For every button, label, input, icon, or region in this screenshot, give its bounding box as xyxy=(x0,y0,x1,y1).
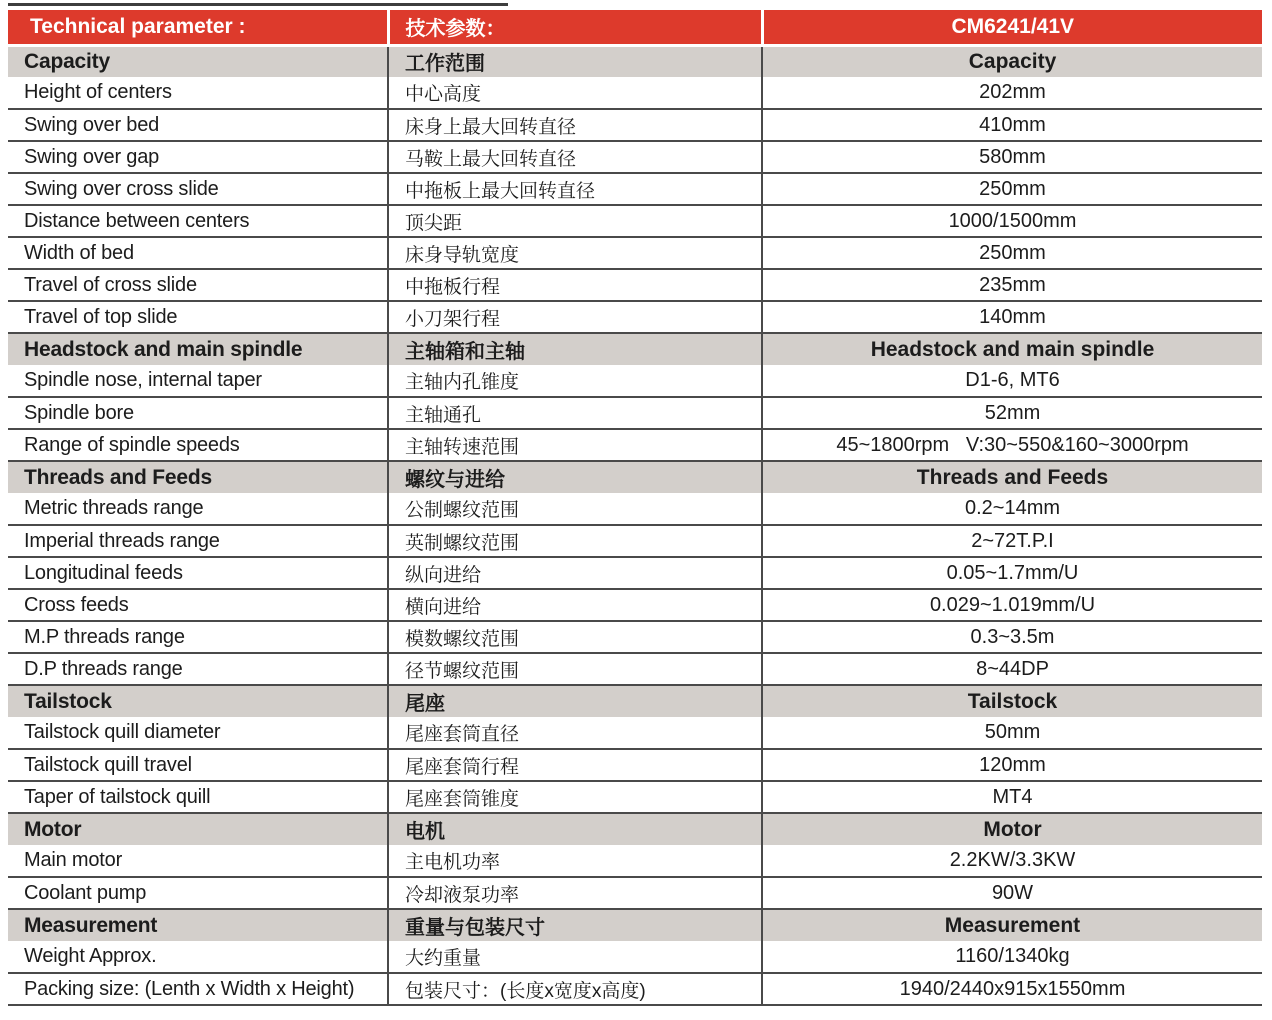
param-name-en-cell: Height of centers xyxy=(8,77,388,109)
spec-row xyxy=(8,653,1262,685)
param-value-cell: 0.3~3.5m xyxy=(762,621,1262,653)
header-model-number: CM6241/41V xyxy=(762,10,1262,45)
param-value-cell: 120mm xyxy=(762,749,1262,781)
param-value-cell: 1000/1500mm xyxy=(762,205,1262,237)
header-title-en: Technical parameter : xyxy=(8,10,388,45)
param-name-zh-cell: 径节螺纹范围 xyxy=(388,653,762,685)
param-value-cell: Threads and Feeds xyxy=(762,461,1262,493)
param-name-zh-cell: 电机 xyxy=(388,813,762,845)
param-name-zh-cell: 顶尖距 xyxy=(388,205,762,237)
param-name-zh-cell: 尾座套筒直径 xyxy=(388,717,762,749)
param-name-en-cell: Weight Approx. xyxy=(8,941,388,973)
param-value-cell: 235mm xyxy=(762,269,1262,301)
param-name-en-cell: Tailstock quill travel xyxy=(8,749,388,781)
param-name-en-cell: Spindle bore xyxy=(8,397,388,429)
param-name-en-cell: Cross feeds xyxy=(8,589,388,621)
spec-row xyxy=(8,269,1262,301)
param-value-cell: 140mm xyxy=(762,301,1262,333)
section-header-row xyxy=(8,333,1262,365)
spec-row xyxy=(8,429,1262,461)
section-header-row xyxy=(8,813,1262,845)
page-crop-artifact-line xyxy=(8,3,508,6)
param-name-en-cell: Motor xyxy=(8,813,388,845)
param-name-en-cell: Headstock and main spindle xyxy=(8,333,388,365)
spec-row xyxy=(8,77,1262,109)
param-name-zh-cell: 纵向进给 xyxy=(388,557,762,589)
param-name-en-cell: Main motor xyxy=(8,845,388,877)
section-header-row xyxy=(8,909,1262,941)
param-name-en-cell: Packing size: (Lenth x Width x Height) xyxy=(8,973,388,1005)
spec-row xyxy=(8,141,1262,173)
param-value-cell: Headstock and main spindle xyxy=(762,333,1262,365)
param-name-en-cell: Spindle nose, internal taper xyxy=(8,365,388,397)
spec-table-body xyxy=(8,45,1262,1005)
spec-row xyxy=(8,877,1262,909)
param-value-cell: 0.029~1.019mm/U xyxy=(762,589,1262,621)
section-header-row xyxy=(8,461,1262,493)
param-value-cell: 580mm xyxy=(762,141,1262,173)
param-name-en-cell: Coolant pump xyxy=(8,877,388,909)
param-name-en-cell: Metric threads range xyxy=(8,493,388,525)
param-name-zh-cell: 中拖板行程 xyxy=(388,269,762,301)
technical-parameter-table xyxy=(8,10,1262,1006)
param-name-en-cell: D.P threads range xyxy=(8,653,388,685)
param-value-cell: 50mm xyxy=(762,717,1262,749)
param-name-en-cell: Swing over cross slide xyxy=(8,173,388,205)
param-name-en-cell: Travel of cross slide xyxy=(8,269,388,301)
table-header xyxy=(8,10,1262,45)
param-value-cell: 0.2~14mm xyxy=(762,493,1262,525)
param-value-cell: MT4 xyxy=(762,781,1262,813)
param-value-cell: 410mm xyxy=(762,109,1262,141)
spec-row xyxy=(8,621,1262,653)
spec-row xyxy=(8,397,1262,429)
param-name-zh-cell: 冷却液泵功率 xyxy=(388,877,762,909)
param-name-en-cell: Swing over bed xyxy=(8,109,388,141)
spec-row xyxy=(8,557,1262,589)
param-value-cell: 8~44DP xyxy=(762,653,1262,685)
param-value-cell: Capacity xyxy=(762,45,1262,77)
param-value-cell: 1160/1340kg xyxy=(762,941,1262,973)
header-title-zh: 技术参数： xyxy=(388,10,762,45)
spec-row xyxy=(8,717,1262,749)
param-name-en-cell: Width of bed xyxy=(8,237,388,269)
param-name-en-cell: Distance between centers xyxy=(8,205,388,237)
spec-row xyxy=(8,973,1262,1005)
param-name-en-cell: Taper of tailstock quill xyxy=(8,781,388,813)
spec-row xyxy=(8,525,1262,557)
param-name-zh-cell: 小刀架行程 xyxy=(388,301,762,333)
param-name-zh-cell: 中拖板上最大回转直径 xyxy=(388,173,762,205)
spec-row xyxy=(8,749,1262,781)
param-name-en-cell: M.P threads range xyxy=(8,621,388,653)
param-name-zh-cell: 工作范围 xyxy=(388,45,762,77)
param-name-zh-cell: 主轴箱和主轴 xyxy=(388,333,762,365)
param-name-zh-cell: 包装尺寸：(长度x宽度x高度) xyxy=(388,973,762,1005)
param-value-cell: 52mm xyxy=(762,397,1262,429)
param-name-en-cell: Tailstock quill diameter xyxy=(8,717,388,749)
param-name-en-cell: Tailstock xyxy=(8,685,388,717)
param-name-en-cell: Range of spindle speeds xyxy=(8,429,388,461)
param-name-en-cell: Measurement xyxy=(8,909,388,941)
param-name-zh-cell: 主电机功率 xyxy=(388,845,762,877)
param-value-cell: 202mm xyxy=(762,77,1262,109)
param-name-zh-cell: 主轴通孔 xyxy=(388,397,762,429)
param-name-zh-cell: 马鞍上最大回转直径 xyxy=(388,141,762,173)
param-value-cell: 2~72T.P.I xyxy=(762,525,1262,557)
param-name-zh-cell: 螺纹与进给 xyxy=(388,461,762,493)
param-name-zh-cell: 主轴转速范围 xyxy=(388,429,762,461)
param-value-cell: 250mm xyxy=(762,237,1262,269)
param-value-cell: Motor xyxy=(762,813,1262,845)
param-value-cell: Measurement xyxy=(762,909,1262,941)
param-name-zh-cell: 中心高度 xyxy=(388,77,762,109)
param-name-en-cell: Imperial threads range xyxy=(8,525,388,557)
param-name-zh-cell: 英制螺纹范围 xyxy=(388,525,762,557)
spec-row xyxy=(8,941,1262,973)
param-name-zh-cell: 模数螺纹范围 xyxy=(388,621,762,653)
spec-row xyxy=(8,493,1262,525)
param-name-zh-cell: 尾座套筒行程 xyxy=(388,749,762,781)
param-name-zh-cell: 主轴内孔锥度 xyxy=(388,365,762,397)
param-name-zh-cell: 床身导轨宽度 xyxy=(388,237,762,269)
spec-row xyxy=(8,589,1262,621)
spec-row xyxy=(8,109,1262,141)
param-name-zh-cell: 床身上最大回转直径 xyxy=(388,109,762,141)
param-name-en-cell: Swing over gap xyxy=(8,141,388,173)
table-header-row xyxy=(8,10,1262,45)
param-value-cell: 250mm xyxy=(762,173,1262,205)
spec-row xyxy=(8,365,1262,397)
param-value-cell: 1940/2440x915x1550mm xyxy=(762,973,1262,1005)
param-name-en-cell: Travel of top slide xyxy=(8,301,388,333)
param-value-cell: 45~1800rpm V:30~550&160~3000rpm xyxy=(762,429,1262,461)
param-value-cell: Tailstock xyxy=(762,685,1262,717)
spec-row xyxy=(8,845,1262,877)
param-value-cell: 0.05~1.7mm/U xyxy=(762,557,1262,589)
param-name-zh-cell: 公制螺纹范围 xyxy=(388,493,762,525)
section-header-row xyxy=(8,45,1262,77)
spec-row xyxy=(8,781,1262,813)
param-name-zh-cell: 尾座 xyxy=(388,685,762,717)
param-name-en-cell: Capacity xyxy=(8,45,388,77)
section-header-row xyxy=(8,685,1262,717)
param-name-zh-cell: 大约重量 xyxy=(388,941,762,973)
spec-row xyxy=(8,205,1262,237)
spec-row xyxy=(8,237,1262,269)
param-name-zh-cell: 尾座套筒锥度 xyxy=(388,781,762,813)
param-name-zh-cell: 重量与包装尺寸 xyxy=(388,909,762,941)
spec-row xyxy=(8,173,1262,205)
spec-row xyxy=(8,301,1262,333)
param-name-zh-cell: 横向进给 xyxy=(388,589,762,621)
param-name-en-cell: Longitudinal feeds xyxy=(8,557,388,589)
param-value-cell: 90W xyxy=(762,877,1262,909)
param-value-cell: 2.2KW/3.3KW xyxy=(762,845,1262,877)
param-name-en-cell: Threads and Feeds xyxy=(8,461,388,493)
param-value-cell: D1-6, MT6 xyxy=(762,365,1262,397)
